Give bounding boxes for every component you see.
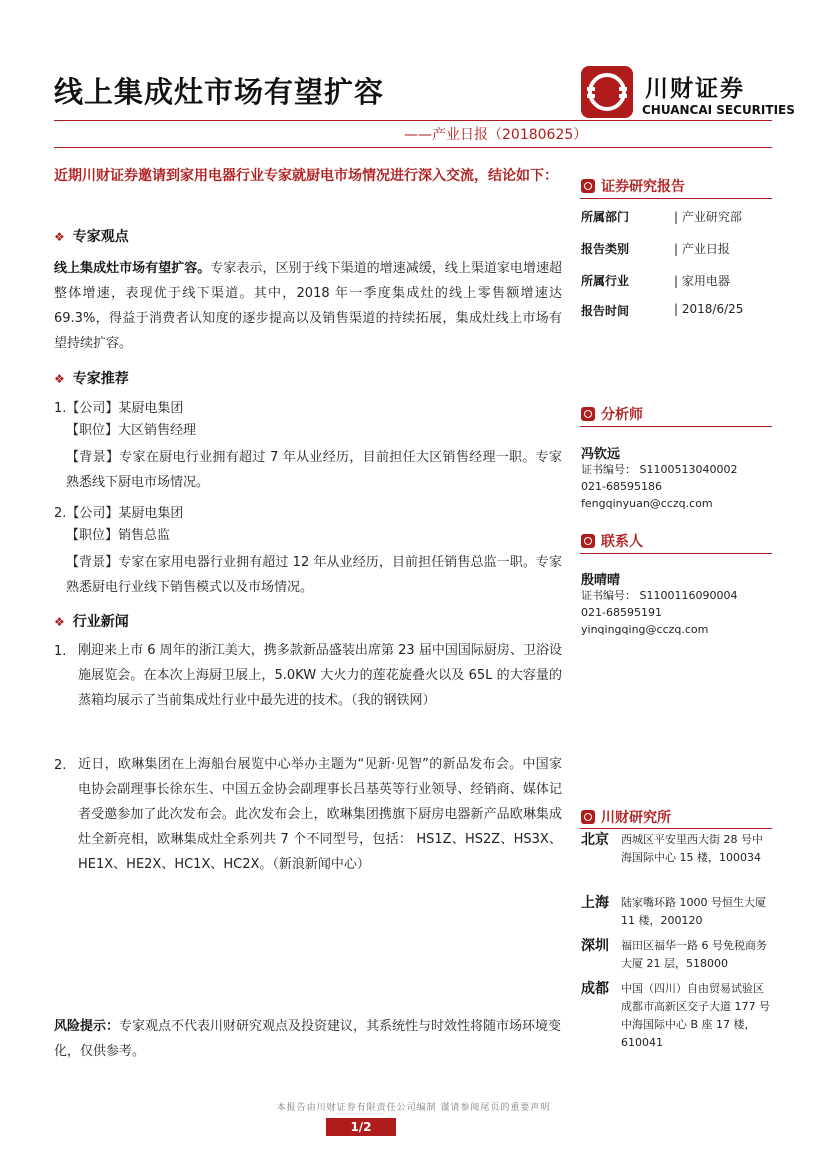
section-marker-icon [581,534,595,548]
risk-warning [54,1014,566,1064]
analyst-name: 冯钦远 [581,447,621,462]
risk-label: 风险提示： [54,1019,120,1034]
office-address-chengdu: 中国（四川）自由贸易试验区成都市高新区交子大道 177 号中海国际中心 B 座 17 楼，610041 [621,982,770,1049]
expert-2-background: 【背景】专家在家用电器行业拥有超过 12 年从业经历，目前担任销售总监一职。专家熟悉厨电行业线下销售模式以及市场情况。 [66,555,562,595]
expert-2-position: 【职位】销售总监 [66,528,171,543]
expert-2-company: 2.【公司】某厨电集团 [54,506,184,521]
logo-english: CHUANCAI SECURITIES [642,103,795,117]
expert-view-paragraph [54,256,562,356]
meta-key-date: 报告时间 [581,304,630,318]
news-2-text: 近日，欧琳集团在上海船台展览中心举办主题为“见新·见智”的新品发布会。中国家电协会副理事长徐东生、中国五金协会副理事长吕基英等行业领导、经销商、媒体记者受邀参加了此次发布会。此次发布会上，欧琳集团携旗下厨房电器新产品欧琳集成灶全新亮相，欧琳集成灶全系列共 7 个不同型号，包括： HS1Z、HS2Z、HS3X、HE1X、HE2X、HC1X、HC2X。（新浪新闻中心） [78,757,562,872]
sidebar-divider [580,198,772,199]
section-marker-icon [581,407,595,421]
contact-cert: 证书编号： S1100116090004 [581,589,738,602]
contact-name: 殷晴晴 [581,573,621,588]
diamond-bullet-icon: ❖ [54,372,65,386]
office-address-beijing: 西城区平安里西大街 28 号中海国际中心 15 楼，100034 [621,833,763,864]
expert-1-company: 1.【公司】某厨电集团 [54,401,184,416]
report-subtitle: ——产业日报（20180625） [404,127,588,143]
expert-1-position: 【职位】大区销售经理 [66,423,197,438]
expert-1-background: 【背景】专家在厨电行业拥有超过 7 年从业经历，目前担任大区销售经理一职。专家熟悉线下厨电市场情况。 [66,450,562,490]
intro-text: 近期川财证券邀请到家用电器行业专家就厨电市场情况进行深入交流，结论如下： [54,168,558,184]
office-address-shanghai: 陆家嘴环路 1000 号恒生大厦 11 楼，200120 [621,896,766,927]
analyst-email[interactable]: fengqinyuan@cczq.com [581,497,713,510]
sidebar-divider [580,426,772,427]
office-address-shenzhen: 福田区福华一路 6 号免税商务大厦 21 层，518000 [621,939,767,970]
logo-chinese: 川财证券 [645,76,745,102]
news-1-number: 1. [54,644,67,659]
meta-value-industry: | 家用电器 [674,272,730,289]
subheader-divider [54,147,772,148]
sidebar-heading-contact: 联系人 [581,531,643,551]
news-1-text: 刚迎来上市 6 周年的浙江美大，携多款新品盛装出席第 23 届中国国际厨房、卫浴设施展览会。在本次上海厨卫展上，5.0KW 大火力的莲花旋叠火以及 65L 的大容量的蒸箱均展示了当前集成灶行业中最先进的技术。（我的钢铁网） [78,643,562,708]
expert-view-lead: 线上集成灶市场有望扩容。 [54,261,211,276]
report-title: 线上集成灶市场有望扩容 [54,75,385,109]
diamond-bullet-icon: ❖ [54,230,65,244]
office-city-chengdu: 成都 [581,981,609,997]
header-divider [54,120,772,121]
expert-view-body: 专家表示，区别于线下渠道的增速减缓，线上渠道家电增速超整体增速，表现优于线下渠道。其中，2018 年一季度集成灶的线上零售额增速达 69.3%，得益于消费者认知度的逐步提高以及销售渠道的持续拓展，集成灶线上市场有望持续扩容。 [54,261,562,351]
analyst-cert: 证书编号： S1100513040002 [581,463,738,476]
sidebar-heading-analyst: 分析师 [581,404,643,424]
sidebar-heading-institute: 川财研究所 [581,807,671,827]
section-marker-icon [581,179,595,193]
meta-value-department: | 产业研究部 [674,208,742,225]
contact-email[interactable]: yinqingqing@cczq.com [581,623,709,636]
risk-text: 专家观点不代表川财研究观点及投资建议，其系统性与时效性将随市场环境变化，仅供参考。 [54,1019,562,1059]
office-city-beijing: 北京 [581,832,609,848]
sidebar-heading-report: 证券研究报告 [581,176,685,196]
analyst-phone: 021-68595186 [581,480,662,493]
meta-value-category: | 产业日报 [674,240,730,257]
sidebar-divider [580,553,772,554]
office-city-shanghai: 上海 [581,895,609,911]
section-marker-icon [581,810,595,824]
office-city-shenzhen: 深圳 [581,938,609,954]
section-heading-experts: ❖ 专家推荐 [54,371,129,387]
meta-value-date: | 2018/6/25 [674,302,743,316]
meta-key-industry: 所属行业 [581,274,630,288]
meta-key-category: 报告类别 [581,242,630,256]
news-2-number: 2. [54,758,67,773]
meta-key-department: 所属部门 [581,210,630,224]
footer-disclaimer: 本报告由川财证券有限责任公司编制 谨请参阅尾页的重要声明 [276,1103,551,1113]
contact-phone: 021-68595191 [581,606,662,619]
diamond-bullet-icon: ❖ [54,615,65,629]
section-heading-news: ❖ 行业新闻 [54,614,129,630]
section-heading-view: ❖ 专家观点 [54,229,129,245]
chuancai-logo-icon [581,66,633,118]
page-number: 1/2 [326,1118,396,1136]
